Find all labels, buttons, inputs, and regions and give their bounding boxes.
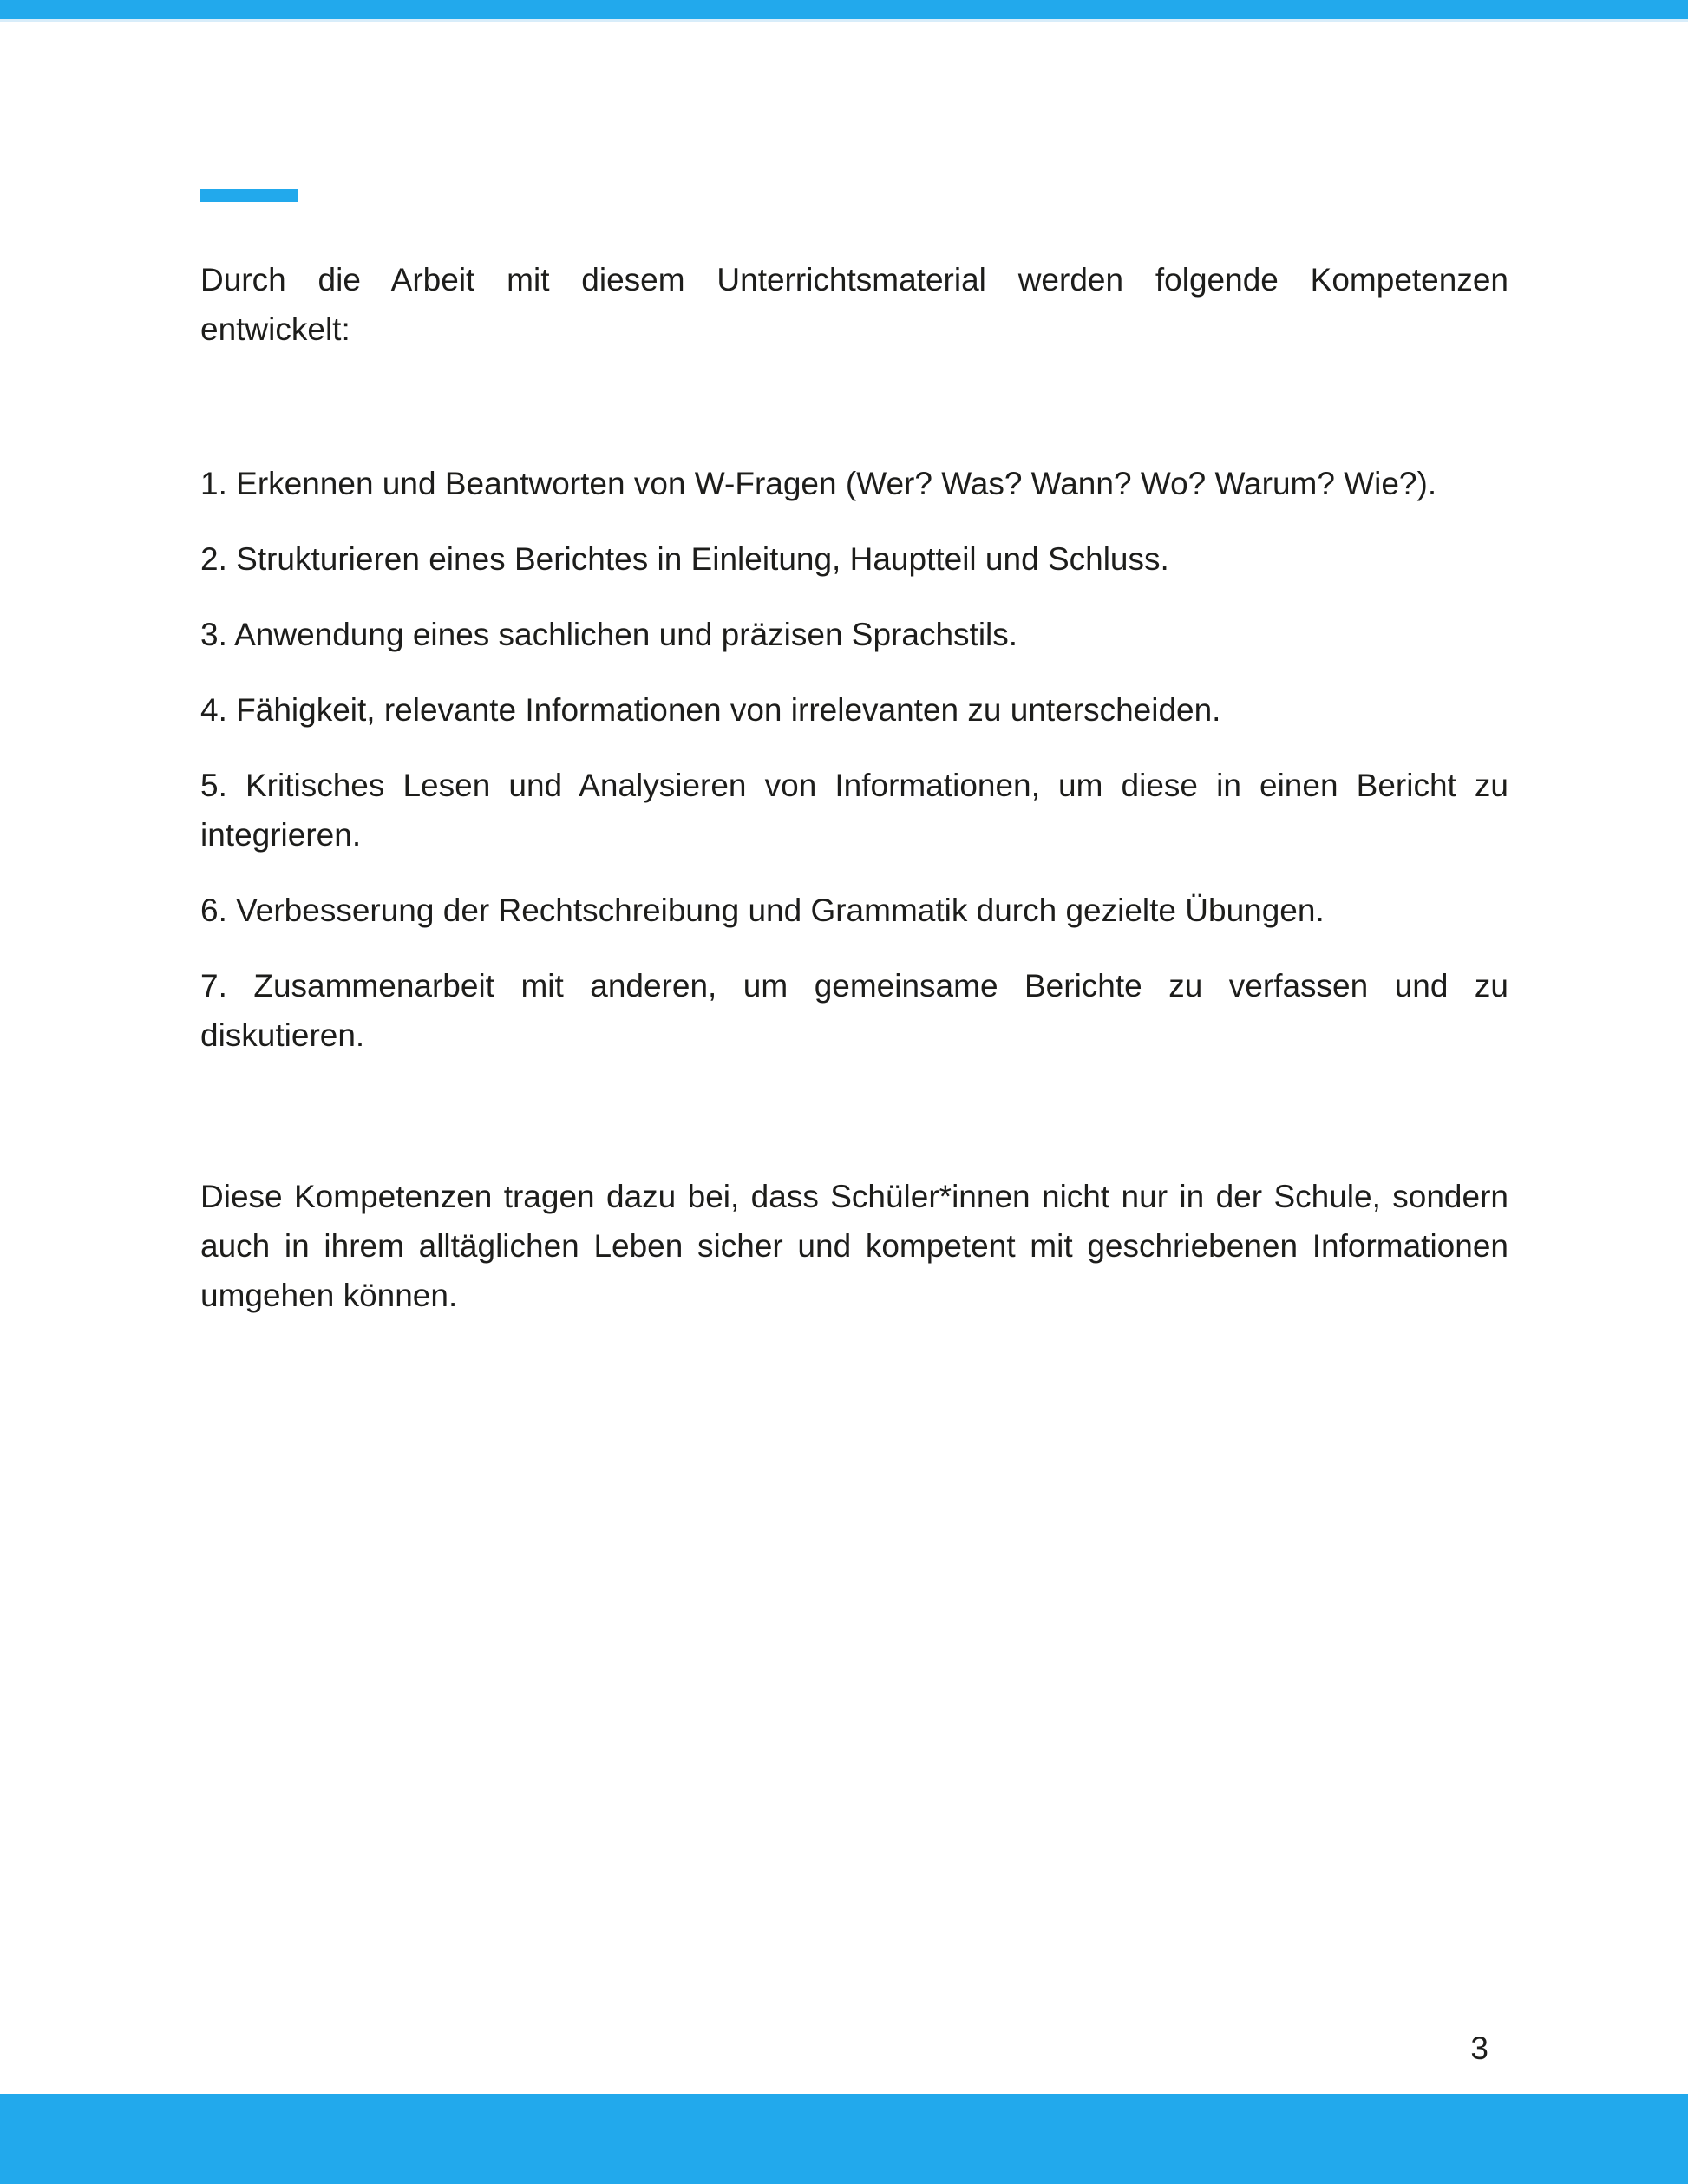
footer-bar xyxy=(0,2094,1688,2184)
list-item-line: 3. Anwendung eines sachlichen und präzisen Sprachstils. xyxy=(200,617,1018,652)
list-item xyxy=(200,534,1508,584)
list-item xyxy=(200,610,1508,659)
intro-line: entwickelt: xyxy=(200,311,350,347)
list-item-line: 6. Verbesserung der Rechtschreibung und Grammatik durch gezielte Übungen. xyxy=(200,893,1325,928)
list-item-line: 5. Kritisches Lesen und Analysieren von Informationen, um diese in einen Bericht zu xyxy=(200,768,1508,803)
closing-paragraph xyxy=(200,1172,1508,1320)
closing-line: auch in ihrem alltäglichen Leben sicher und kompetent mit geschriebenen Informationen xyxy=(200,1228,1508,1264)
list-item xyxy=(200,459,1508,508)
list-item-line: diskutieren. xyxy=(200,1017,365,1053)
list-item-line: 2. Strukturieren eines Berichtes in Einleitung, Hauptteil und Schluss. xyxy=(200,541,1169,577)
list-item xyxy=(200,761,1508,860)
closing-line: Diese Kompetenzen tragen dazu bei, dass Schüler*innen nicht nur in der Schule, sondern xyxy=(200,1179,1508,1214)
section-accent-bar xyxy=(200,189,298,202)
list-item-line: 4. Fähigkeit, relevante Informationen von irrelevanten zu unterscheiden. xyxy=(200,692,1221,728)
list-item-line: 1. Erkennen und Beantworten von W-Fragen (Wer? Was? Wann? Wo? Warum? Wie?). xyxy=(200,466,1437,501)
list-item-line: integrieren. xyxy=(200,817,362,853)
list-item xyxy=(200,886,1508,935)
list-item xyxy=(200,961,1508,1060)
page-content xyxy=(200,0,1508,1320)
list-item xyxy=(200,685,1508,735)
intro-line: Durch die Arbeit mit diesem Unterrichtsmaterial werden folgende Kompetenzen xyxy=(200,262,1508,298)
competency-list xyxy=(200,459,1508,1060)
list-item-line: 7. Zusammenarbeit mit anderen, um gemeinsame Berichte zu verfassen und zu xyxy=(200,968,1508,1004)
closing-line: umgehen können. xyxy=(200,1278,458,1313)
intro-paragraph xyxy=(200,255,1508,354)
page-number: 3 xyxy=(1470,2030,1488,2066)
